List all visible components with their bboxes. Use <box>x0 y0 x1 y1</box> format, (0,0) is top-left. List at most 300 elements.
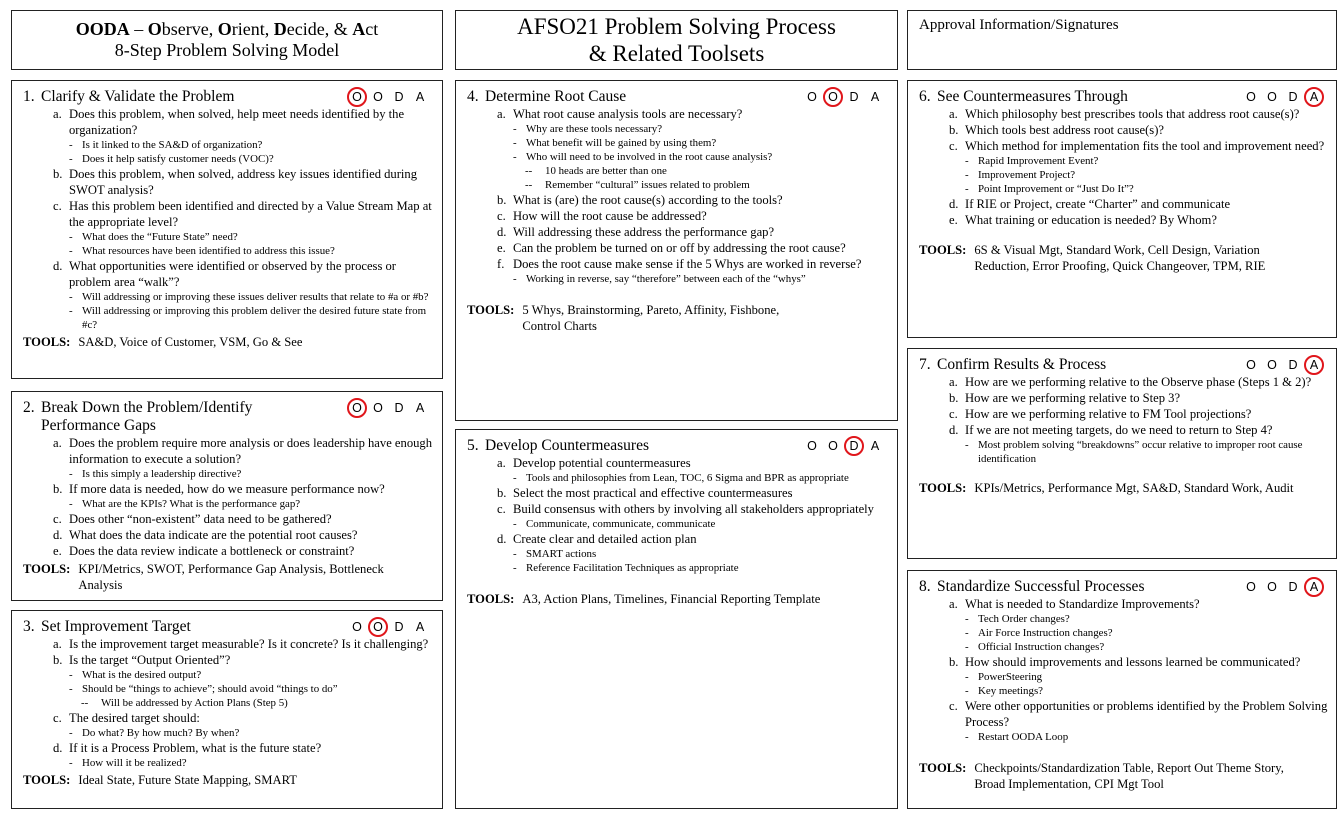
item-text: Can the problem be turned on or off by addressing the root cause? <box>513 241 846 255</box>
item-label: e. <box>53 544 62 558</box>
ooda-letter: D <box>394 620 404 634</box>
ooda-letter-circled: A <box>1304 355 1324 375</box>
ooda-letter-circled: O <box>823 87 843 107</box>
ooda-letter: A <box>415 90 425 104</box>
sub-item <box>69 497 436 511</box>
sub-item <box>69 230 436 244</box>
item-text: Reference Facilitation Techniques as appropriate <box>526 562 739 574</box>
item-text: What benefit will be gained by using them? <box>526 137 717 149</box>
sub-item <box>965 684 1330 698</box>
sub-item <box>513 272 891 286</box>
item-text: Does it help satisfy customer needs (VOC)? <box>82 153 274 165</box>
item-text: Does the problem require more analysis or does leadership have enough information to execute a solution? <box>69 436 433 466</box>
item-label: a. <box>497 107 506 121</box>
item-text: Which philosophy best prescribes tools that address root cause(s)? <box>965 107 1300 121</box>
step-8-box <box>907 570 1337 809</box>
item-text: Is the target “Output Oriented”? <box>69 653 231 667</box>
sub-item <box>69 726 436 740</box>
ooda-letter: O <box>1267 580 1277 594</box>
item-text: Does the data review indicate a bottleneck or constraint? <box>69 544 355 558</box>
item-label: - <box>69 139 73 151</box>
item-label: - <box>513 518 517 530</box>
question-item <box>497 208 891 224</box>
afso-title-line1: AFSO21 Problem Solving Process <box>517 14 836 39</box>
item-label: c. <box>53 711 62 725</box>
item-label: d. <box>949 197 959 211</box>
ooda-title-line1 <box>76 19 379 40</box>
ooda-indicator <box>1240 87 1324 107</box>
sub-item <box>965 730 1330 744</box>
tools-section <box>23 772 436 788</box>
ooda-letter: O <box>1246 580 1256 594</box>
item-text: Restart OODA Loop <box>978 731 1069 743</box>
ooda-letter: D <box>1288 580 1298 594</box>
step-5-box <box>455 429 898 809</box>
sub-item <box>69 668 436 682</box>
sub-item <box>69 152 436 166</box>
item-text: Working in reverse, say “therefore” between each of the “whys” <box>526 273 806 285</box>
item-label: a. <box>53 107 62 121</box>
question-item <box>949 106 1330 122</box>
ooda-letter: O <box>1246 358 1256 372</box>
item-text: What is needed to Standardize Improvements? <box>965 597 1200 611</box>
tools-line: Reduction, Error Proofing, Quick Changeover, TPM, RIE <box>974 259 1266 273</box>
item-text: Why are these tools necessary? <box>526 123 663 135</box>
item-label: - <box>965 685 969 697</box>
sub-item <box>69 244 436 258</box>
question-item <box>949 422 1330 438</box>
item-text: Is this simply a leadership directive? <box>82 468 242 480</box>
tools-section <box>919 760 1330 792</box>
item-label: b. <box>949 655 959 669</box>
step-title-text: Performance Gaps <box>41 417 156 434</box>
ooda-indicator <box>346 617 430 637</box>
item-label: - <box>69 757 73 769</box>
item-label: - <box>513 151 517 163</box>
question-item <box>949 406 1330 422</box>
item-text: How will the root cause be addressed? <box>513 209 707 223</box>
sub-item <box>965 182 1330 196</box>
ooda-title-part: O <box>147 19 162 39</box>
ooda-title-part: O <box>217 19 232 39</box>
item-label: - <box>69 231 73 243</box>
item-text: If more data is needed, how do we measure performance now? <box>69 482 385 496</box>
item-text: Communicate, communicate, communicate <box>526 518 716 530</box>
tools-line: 6S & Visual Mgt, Standard Work, Cell Design, Variation <box>974 243 1260 257</box>
ooda-letter-circled: A <box>1304 87 1324 107</box>
ooda-title-line2: 8-Step Problem Solving Model <box>114 40 340 60</box>
item-label: - <box>965 613 969 625</box>
question-item <box>53 652 436 668</box>
item-text: Improvement Project? <box>978 169 1076 181</box>
item-label: b. <box>53 653 63 667</box>
ooda-letter-circled: A <box>1304 577 1324 597</box>
tools-list <box>974 242 1265 274</box>
item-text: Create clear and detailed action plan <box>513 532 697 546</box>
step-4-box <box>455 80 898 421</box>
step-2-box <box>11 391 443 601</box>
sub-item <box>69 682 436 696</box>
tools-list <box>78 561 383 593</box>
tools-line: Analysis <box>78 578 123 592</box>
sub-item <box>513 150 891 164</box>
step-title-text: Determine Root Cause <box>485 88 627 105</box>
question-item <box>949 596 1330 612</box>
step-7-box <box>907 348 1337 559</box>
item-label: c. <box>949 139 958 153</box>
question-item <box>949 390 1330 406</box>
tools-label: TOOLS: <box>23 773 71 787</box>
ooda-indicator <box>1240 577 1324 597</box>
question-item <box>497 224 891 240</box>
ooda-title-part: D <box>273 19 287 39</box>
item-text: Most problem solving “breakdowns” occur relative to improper root cause identification <box>978 439 1303 465</box>
item-text: 10 heads are better than one <box>545 165 667 177</box>
item-text: Official Instruction changes? <box>978 641 1105 653</box>
sub-item <box>69 304 436 332</box>
ooda-indicator <box>801 436 885 456</box>
item-label: b. <box>53 482 63 496</box>
tools-line: Control Charts <box>522 319 597 333</box>
tools-line: Ideal State, Future State Mapping, SMART <box>78 773 297 787</box>
item-text: Were other opportunities or problems identified by the Problem Solving Process? <box>965 699 1328 729</box>
item-label: - <box>69 727 73 739</box>
ooda-header-box <box>11 10 443 70</box>
question-item <box>53 166 436 198</box>
tools-label: TOOLS: <box>919 243 967 257</box>
sub-item <box>965 626 1330 640</box>
item-text: What are the KPIs? What is the performance gap? <box>82 498 301 510</box>
ooda-letter: D <box>394 401 404 415</box>
question-item <box>497 485 891 501</box>
ooda-letter-circled: O <box>347 398 367 418</box>
step-3-box <box>11 610 443 809</box>
item-label: - <box>69 153 73 165</box>
sub-item <box>965 168 1330 182</box>
item-text: If we are not meeting targets, do we need to return to Step 4? <box>965 423 1273 437</box>
item-text: Tech Order changes? <box>978 613 1070 625</box>
question-item <box>497 455 891 471</box>
item-text: What does the “Future State” need? <box>82 231 238 243</box>
item-text: If RIE or Project, create “Charter” and communicate <box>965 197 1231 211</box>
ooda-letter: A <box>870 439 880 453</box>
ooda-letter: O <box>352 620 362 634</box>
step-title-text: Develop Countermeasures <box>485 437 649 454</box>
ooda-letter: O <box>828 439 838 453</box>
item-text: Which method for implementation fits the tool and improvement need? <box>965 139 1325 153</box>
sub-item <box>965 640 1330 654</box>
tools-section <box>467 302 891 334</box>
question-item <box>497 192 891 208</box>
item-label: d. <box>497 532 507 546</box>
item-label: - <box>513 123 517 135</box>
item-text: Air Force Instruction changes? <box>978 627 1113 639</box>
step-title-text: Set Improvement Target <box>41 618 191 635</box>
sub-item <box>965 670 1330 684</box>
item-label: - <box>513 548 517 560</box>
step-number: 5. <box>467 437 479 454</box>
question-item <box>53 710 436 726</box>
item-text: Select the most practical and effective countermeasures <box>513 486 793 500</box>
step-number: 6. <box>919 88 931 105</box>
item-text: Will addressing or improving this problem deliver the desired future state from #c? <box>82 305 427 331</box>
ooda-letter: O <box>1246 90 1256 104</box>
item-text: What training or education is needed? By Whom? <box>965 213 1217 227</box>
item-text: Rapid Improvement Event? <box>978 155 1099 167</box>
tools-label: TOOLS: <box>919 481 967 495</box>
tools-line: Broad Implementation, CPI Mgt Tool <box>974 777 1164 791</box>
item-label: -- <box>525 165 533 177</box>
tools-list <box>974 760 1283 792</box>
ooda-title-part: rient, <box>231 19 274 39</box>
ooda-letter: D <box>849 90 859 104</box>
item-label: a. <box>53 436 62 450</box>
item-text: Build consensus with others by involving all stakeholders appropriately <box>513 502 874 516</box>
sub-item <box>525 164 891 178</box>
question-item <box>53 198 436 230</box>
item-text: Should be “things to achieve”; should avoid “things to do” <box>82 683 338 695</box>
item-label: b. <box>497 193 507 207</box>
item-text: What root cause analysis tools are necessary? <box>513 107 743 121</box>
item-label: - <box>965 169 969 181</box>
tools-section <box>23 334 436 350</box>
item-text: What does the data indicate are the potential root causes? <box>69 528 358 542</box>
tools-line: KPIs/Metrics, Performance Mgt, SA&D, Standard Work, Audit <box>974 481 1294 495</box>
item-text: Point Improvement or “Just Do It”? <box>978 183 1134 195</box>
item-label: e. <box>497 241 506 255</box>
item-label: - <box>69 305 73 317</box>
question-item <box>497 256 891 272</box>
item-text: SMART actions <box>526 548 597 560</box>
step-title <box>23 417 436 435</box>
item-text: Which tools best address root cause(s)? <box>965 123 1164 137</box>
item-label: f. <box>497 257 505 271</box>
tools-label: TOOLS: <box>467 592 515 606</box>
ooda-letter: O <box>807 90 817 104</box>
question-item <box>949 212 1330 228</box>
tools-section <box>467 591 891 607</box>
question-item <box>949 654 1330 670</box>
question-item <box>949 196 1330 212</box>
tools-label: TOOLS: <box>23 562 71 576</box>
sub-item <box>965 154 1330 168</box>
question-item <box>53 636 436 652</box>
item-label: -- <box>81 697 89 709</box>
tools-list <box>78 772 297 788</box>
tools-list <box>522 591 820 607</box>
item-label: - <box>513 472 517 484</box>
tools-label: TOOLS: <box>467 303 515 317</box>
item-label: - <box>965 731 969 743</box>
item-label: a. <box>949 375 958 389</box>
sub-item <box>965 438 1330 466</box>
ooda-letter-circled: O <box>347 87 367 107</box>
ooda-letter: A <box>870 90 880 104</box>
item-label: c. <box>949 699 958 713</box>
ooda-letter: O <box>807 439 817 453</box>
step-number: 3. <box>23 618 35 635</box>
ooda-letter: A <box>415 401 425 415</box>
item-text: Is it linked to the SA&D of organization? <box>82 139 263 151</box>
ooda-title-part: – <box>129 19 148 39</box>
sub-item <box>69 467 436 481</box>
ooda-indicator <box>346 87 430 107</box>
ooda-letter: O <box>1267 90 1277 104</box>
item-label: - <box>965 641 969 653</box>
tools-line: SA&D, Voice of Customer, VSM, Go & See <box>78 335 303 349</box>
item-text: Does this problem, when solved, address key issues identified during SWOT analysis? <box>69 167 418 197</box>
ooda-indicator <box>346 398 430 418</box>
item-text: The desired target should: <box>69 711 200 725</box>
ooda-title-part: ct <box>365 19 379 39</box>
tools-label: TOOLS: <box>23 335 71 349</box>
item-text: How should improvements and lessons learned be communicated? <box>965 655 1301 669</box>
question-item <box>53 435 436 467</box>
item-label: - <box>965 439 969 451</box>
ooda-letter-circled: D <box>844 436 864 456</box>
question-item <box>53 106 436 138</box>
item-label: c. <box>53 512 62 526</box>
step-number: 8. <box>919 578 931 595</box>
item-label: b. <box>53 167 63 181</box>
ooda-title-part: OODA <box>75 19 130 39</box>
question-item <box>497 501 891 517</box>
sub-item <box>513 517 891 531</box>
item-text: Will addressing or improving these issues deliver results that relate to #a or #b? <box>82 291 429 303</box>
question-item <box>949 138 1330 154</box>
step-title-text: Standardize Successful Processes <box>937 578 1145 595</box>
question-item <box>53 511 436 527</box>
tools-line: KPI/Metrics, SWOT, Performance Gap Analysis, Bottleneck <box>78 562 384 576</box>
item-label: a. <box>53 637 62 651</box>
item-label: b. <box>497 486 507 500</box>
ooda-indicator <box>801 87 885 107</box>
item-text: PowerSteering <box>978 671 1043 683</box>
item-label: - <box>69 498 73 510</box>
tools-section <box>23 561 436 593</box>
item-text: Does other “non-existent” data need to be gathered? <box>69 512 332 526</box>
item-label: a. <box>497 456 506 470</box>
tools-section <box>919 480 1330 496</box>
item-text: Has this problem been identified and directed by a Value Stream Map at the appropriate level? <box>69 199 432 229</box>
item-text: What is (are) the root cause(s) according to the tools? <box>513 193 783 207</box>
question-item <box>53 258 436 290</box>
question-item <box>53 481 436 497</box>
item-text: Do what? By how much? By when? <box>82 727 240 739</box>
ooda-title-part: A <box>352 19 366 39</box>
item-label: - <box>69 683 73 695</box>
item-label: - <box>69 245 73 257</box>
item-label: c. <box>497 502 506 516</box>
item-label: - <box>965 671 969 683</box>
item-text: What resources have been identified to address this issue? <box>82 245 335 257</box>
step-number: 1. <box>23 88 35 105</box>
item-text: Is the improvement target measurable? Is it concrete? Is it challenging? <box>69 637 429 651</box>
step-1-box <box>11 80 443 379</box>
ooda-letter: O <box>1267 358 1277 372</box>
step-title-text: Break Down the Problem/Identify <box>41 399 253 416</box>
sub-item <box>525 178 891 192</box>
item-text: Develop potential countermeasures <box>513 456 691 470</box>
tools-list <box>974 480 1293 496</box>
item-label: - <box>965 627 969 639</box>
item-label: d. <box>497 225 507 239</box>
question-item <box>949 698 1330 730</box>
item-label: e. <box>949 213 958 227</box>
step-number: 7. <box>919 356 931 373</box>
item-text: Does this problem, when solved, help meet needs identified by the organization? <box>69 107 405 137</box>
item-label: d. <box>53 528 63 542</box>
item-label: - <box>69 291 73 303</box>
item-label: d. <box>53 259 63 273</box>
ooda-letter-circled: O <box>368 617 388 637</box>
item-text: What opportunities were identified or observed by the process or problem area “walk”? <box>69 259 396 289</box>
item-label: c. <box>497 209 506 223</box>
item-text: How are we performing relative to Step 3? <box>965 391 1181 405</box>
question-item <box>949 374 1330 390</box>
sub-item <box>513 136 891 150</box>
afso-header-box <box>455 10 898 70</box>
sub-item <box>81 696 436 710</box>
item-label: b. <box>949 123 959 137</box>
question-item <box>497 531 891 547</box>
tools-line: 5 Whys, Brainstorming, Pareto, Affinity, Fishbone, <box>522 303 780 317</box>
item-text: Key meetings? <box>978 685 1044 697</box>
afso-title-line2: & Related Toolsets <box>588 41 765 66</box>
sub-item <box>513 561 891 575</box>
tools-section <box>919 242 1330 274</box>
tools-list <box>78 334 302 350</box>
ooda-letter: O <box>373 401 383 415</box>
item-label: a. <box>949 597 958 611</box>
sub-item <box>69 290 436 304</box>
sub-item <box>513 471 891 485</box>
question-item <box>497 106 891 122</box>
item-text: How will it be realized? <box>82 757 187 769</box>
item-text: If it is a Process Problem, what is the future state? <box>69 741 322 755</box>
sub-item <box>513 547 891 561</box>
ooda-letter: O <box>373 90 383 104</box>
item-label: c. <box>949 407 958 421</box>
ooda-letter: D <box>394 90 404 104</box>
item-label: a. <box>949 107 958 121</box>
sub-item <box>513 122 891 136</box>
ooda-title-part: ecide, & <box>286 19 353 39</box>
ooda-indicator <box>1240 355 1324 375</box>
item-text: Will be addressed by Action Plans (Step 5) <box>101 697 288 709</box>
question-item <box>53 740 436 756</box>
item-label: - <box>965 155 969 167</box>
step-title-text: Confirm Results & Process <box>937 356 1107 373</box>
item-label: d. <box>949 423 959 437</box>
tools-label: TOOLS: <box>919 761 967 775</box>
question-item <box>949 122 1330 138</box>
question-item <box>53 543 436 559</box>
item-text: Tools and philosophies from Lean, TOC, 6 Sigma and BPR as appropriate <box>526 472 849 484</box>
sub-item <box>965 612 1330 626</box>
ooda-title-part: bserve, <box>161 19 218 39</box>
item-text: How are we performing relative to FM Tool projections? <box>965 407 1252 421</box>
ooda-letter: D <box>1288 358 1298 372</box>
step-title-text: Clarify & Validate the Problem <box>41 88 235 105</box>
item-label: b. <box>949 391 959 405</box>
step-number: 2. <box>23 399 35 416</box>
question-item <box>497 240 891 256</box>
sub-item <box>69 756 436 770</box>
step-number: 4. <box>467 88 479 105</box>
item-text: Remember “cultural” issues related to problem <box>545 179 750 191</box>
approval-box <box>907 10 1337 70</box>
